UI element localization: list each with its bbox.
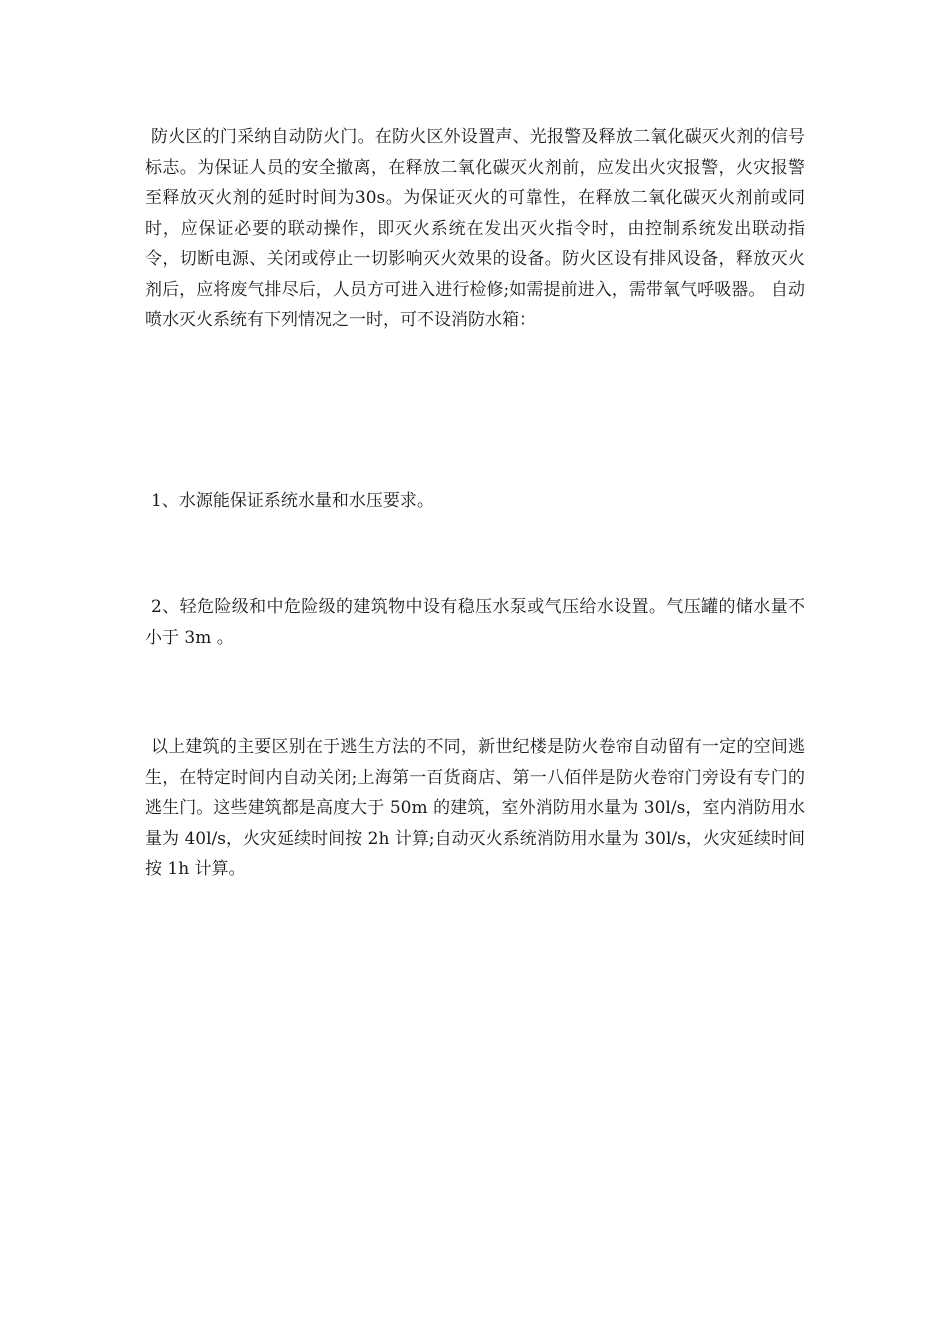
paragraph-building-comparison: 以上建筑的主要区别在于逃生方法的不同，新世纪楼是防火卷帘自动留有一定的空间逃生，在特定时间内自动关闭;上海第一百货商店、第一八佰伴是防火卷帘门旁设有专门的逃生门。这些建筑都是高度大于 50m 的建筑，室外消防用水量为 30l/s，室内消防用水量为 40l/s，火灾延续时间按 2h 计算;自动灭火系统消防用水量为 30l/s，火灾延续时间按 1h 计算。 — [145, 737, 805, 879]
paragraph-item-1: 1、水源能保证系统水量和水压要求。 — [151, 491, 434, 511]
paragraph-fire-zone-doors: 防火区的门采纳自动防火门。在防火区外设置声、光报警及释放二氧化碳灭火剂的信号标志。为保证人员的安全撤离，在释放二氧化碳灭火剂前，应发出火灾报警，火灾报警至释放灭火剂的延时时间为30s。为保证灭火的可靠性，在释放二氧化碳灭火剂前或同时，应保证必要的联动操作，即灭火系统在发出灭火指令时，由控制系统发出联动指令，切断电源、关闭或停止一切影响灭火效果的设备。防火区设有排风设备，释放灭火剂后，应将废气排尽后，人员方可进入进行检修;如需提前进入，需带氧气呼吸器。 自动喷水灭火系统有下列情况之一时，可不设消防水箱： — [145, 127, 805, 330]
paragraph-item-2: 2、轻危险级和中危险级的建筑物中设有稳压水泵或气压给水设置。气压罐的储水量不小于 3m 。 — [145, 597, 805, 648]
